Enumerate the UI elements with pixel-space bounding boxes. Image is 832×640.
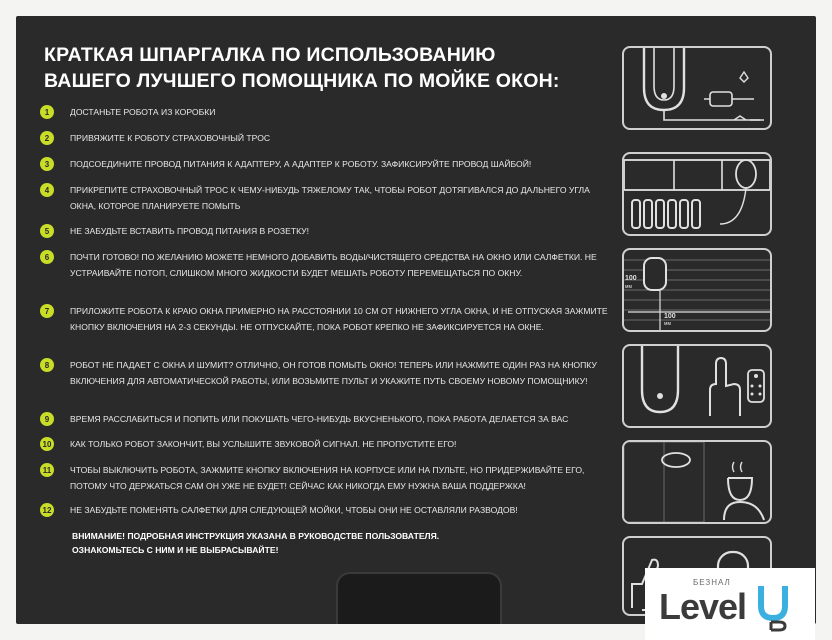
illustration-cable-setup [622, 46, 772, 130]
step-10 [40, 437, 610, 452]
distance-unit-bottom: мм [664, 321, 671, 327]
step-text: ВРЕМЯ РАССЛАБИТЬСЯ И ПОПИТЬ ИЛИ ПОКУШАТЬ ЧЕГО-НИБУДЬ ВКУСНЕНЬКОГО, ПОКА РАБОТА ДЕЛАЕТСЯ ЗА ВАС [70, 414, 569, 424]
illustration-distance [622, 248, 772, 332]
illustration-remote [622, 344, 772, 428]
step-text: ПОДСОЕДИНИТЕ ПРОВОД ПИТАНИЯ К АДАПТЕРУ, А АДАПТЕР К РОБОТУ. ЗАФИКСИРУЙТЕ ПРОВОД ШАЙБОЙ! [70, 159, 532, 169]
step-text: НЕ ЗАБУДЬТЕ ВСТАВИТЬ ПРОВОД ПИТАНИЯ В РОЗЕТКУ! [70, 226, 310, 236]
robot-remote-icon [624, 346, 770, 426]
coffee-cup-icon [624, 442, 770, 522]
window-radiator-icon [624, 154, 770, 234]
cheat-sheet-board [16, 16, 816, 624]
step-text: ПРИКРЕПИТЕ СТРАХОВОЧНЫЙ ТРОС К ЧЕМУ-НИБУДЬ ТЯЖЕЛОМУ ТАК, ЧТОБЫ РОБОТ ДОТЯГИВАЛСЯ ДО ДАЛЬНЕГО УГЛА ОКНА, КОТОРОЕ ПЛАНИРУЕТЕ ПОМЫТЬ [70, 185, 590, 211]
step-number-badge: 5 [40, 224, 54, 238]
step-8 [40, 358, 610, 389]
logo-up-mark-icon [755, 582, 795, 632]
step-2 [40, 131, 610, 146]
step-6 [40, 250, 610, 281]
step-text: НЕ ЗАБУДЬТЕ ПОМЕНЯТЬ САЛФЕТКИ ДЛЯ СЛЕДУЮЩЕЙ МОЙКИ, ЧТОБЫ ОНИ НЕ ОСТАВЛЯЛИ РАЗВОДОВ! [70, 505, 518, 515]
step-number-badge: 4 [40, 183, 54, 197]
step-text: ПОЧТИ ГОТОВО! ПО ЖЕЛАНИЮ МОЖЕТЕ НЕМНОГО ДОБАВИТЬ ВОДЫ/ЧИСТЯЩЕГО СРЕДСТВА НА ОКНО ИЛИ САЛФЕТКИ. НЕ УСТРАИВАЙТЕ ПОТОП, СЛИШКОМ МНОГО ЖИДКОСТИ БУДЕТ МЕШАТЬ РОБОТУ ПЕРЕМЕЩАТЬСЯ ПО ОКНУ. [70, 252, 597, 278]
robot-cable-icon [624, 48, 770, 128]
step-text: ПРИВЯЖИТЕ К РОБОТУ СТРАХОВОЧНЫЙ ТРОС [70, 133, 271, 143]
step-5 [40, 224, 610, 239]
step-number-badge: 6 [40, 250, 54, 264]
logo-small-text: БЕЗНАЛ [693, 578, 731, 587]
warning-note [72, 529, 492, 557]
step-7 [40, 304, 610, 335]
step-number-badge: 12 [40, 503, 54, 517]
title-line-1: КРАТКАЯ ШПАРГАЛКА ПО ИСПОЛЬЗОВАНИЮ [44, 44, 496, 66]
step-4 [40, 183, 610, 214]
step-12 [40, 503, 610, 518]
warning-line-2: ОЗНАКОМЬТЕСЬ С НИМ И НЕ ВЫБРАСЫВАЙТЕ! [72, 545, 279, 555]
step-11 [40, 463, 610, 494]
step-number-badge: 3 [40, 157, 54, 171]
step-text: ПРИЛОЖИТЕ РОБОТА К КРАЮ ОКНА ПРИМЕРНО НА РАССТОЯНИИ 10 СМ ОТ НИЖНЕГО УГЛА ОКНА, И НЕ ОТПУСКАЯ ЗАЖМИТЕ КНОПКУ ВКЛЮЧЕНИЯ НА 2-3 СЕКУНДЫ. НЕ ОТПУСКАЙТЕ, ПОКА РОБОТ КРЕПКО НЕ ЗАФИКСИРУЕТСЯ НА ОКНЕ. [70, 306, 608, 332]
step-number-badge: 10 [40, 437, 54, 451]
step-1 [40, 105, 610, 120]
step-9 [40, 412, 610, 427]
page-title [44, 42, 560, 94]
step-text: ДОСТАНЬТЕ РОБОТА ИЗ КОРОБКИ [70, 107, 216, 117]
illustration-window-radiator [622, 152, 772, 236]
step-text: РОБОТ НЕ ПАДАЕТ С ОКНА И ШУМИТ? ОТЛИЧНО, ОН ГОТОВ ПОМЫТЬ ОКНО! ТЕПЕРЬ ИЛИ НАЖМИТЕ ОДИН РАЗ НА КНОПКУ ВКЛЮЧЕНИЯ ДЛЯ АВТОМАТИЧЕСКОЙ РАБОТЫ, ИЛИ ВОЗЬМИТЕ ПУЛЬТ И УКАЖИТЕ ПУТЬ СВОЕМУ НОВОМУ ПОМОЩНИКУ! [70, 360, 597, 386]
title-line-2: ВАШЕГО ЛУЧШЕГО ПОМОЩНИКА ПО МОЙКЕ ОКОН: [44, 70, 560, 92]
step-number-badge: 9 [40, 412, 54, 426]
robot-distance-icon [624, 250, 770, 330]
step-number-badge: 1 [40, 105, 54, 119]
brand-logo [645, 568, 815, 640]
distance-label-left: 100 [625, 275, 637, 282]
box-handle-cutout [336, 572, 502, 624]
logo-word: Level [659, 586, 747, 627]
step-number-badge: 8 [40, 358, 54, 372]
warning-line-1: ВНИМАНИЕ! ПОДРОБНАЯ ИНСТРУКЦИЯ УКАЗАНА В РУКОВОДСТВЕ ПОЛЬЗОВАТЕЛЯ. [72, 531, 440, 541]
distance-unit-left: мм [625, 284, 632, 290]
illustration-coffee [622, 440, 772, 524]
distance-label-bottom: 100 [664, 313, 676, 320]
step-text: ЧТОБЫ ВЫКЛЮЧИТЬ РОБОТА, ЗАЖМИТЕ КНОПКУ ВКЛЮЧЕНИЯ НА КОРПУСЕ ИЛИ НА ПУЛЬТЕ, НО ПРИДЕРЖИВАЙТЕ ЕГО, ПОТОМУ ЧТО ДЕРЖАТЬСЯ САМ ОН УЖЕ НЕ БУДЕТ! СЕЙЧАС КАК НИКОГДА ЕМУ НУЖНА ВАША ПОДДЕРЖКА! [70, 465, 585, 491]
step-3 [40, 157, 610, 172]
step-number-badge: 11 [40, 463, 54, 477]
step-number-badge: 7 [40, 304, 54, 318]
step-text: КАК ТОЛЬКО РОБОТ ЗАКОНЧИТ, ВЫ УСЛЫШИТЕ ЗВУКОВОЙ СИГНАЛ. НЕ ПРОПУСТИТЕ ЕГО! [70, 439, 457, 449]
step-number-badge: 2 [40, 131, 54, 145]
